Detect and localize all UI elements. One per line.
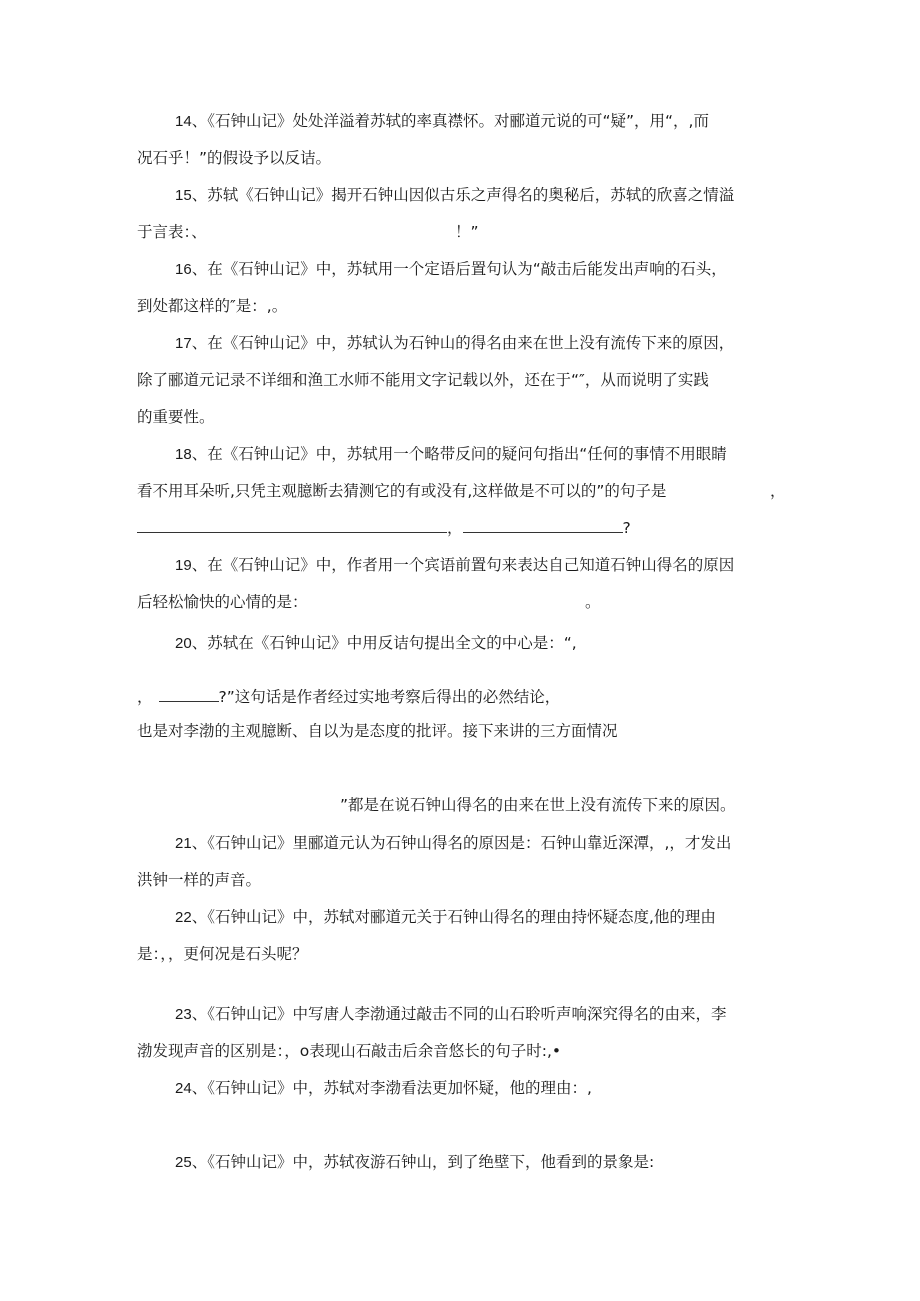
question-19-line-1 — [175, 555, 734, 576]
question-25-line-1 — [175, 1152, 654, 1173]
question-15-line-2a: 于言表：、 — [137, 223, 207, 241]
question-text: 、在《石钟山记》中，作者用一个宾语前置句来表达自己知道石钟山得名的原因 — [191, 556, 735, 574]
question-23-line-1 — [175, 1004, 726, 1025]
question-18-line-1 — [175, 444, 727, 465]
question-19-line-2a: 后轻松愉快的心情的是： — [137, 593, 308, 611]
question-text: 、《石钟山记》中，苏轼对郦道元关于石钟山得名的理由持怀疑态度,他的理由 — [191, 908, 716, 926]
question-20-line-2 — [137, 687, 560, 707]
question-number: 19 — [175, 557, 192, 574]
question-16-line-1 — [175, 259, 727, 280]
question-number: 15 — [175, 187, 192, 204]
question-text: 、《石钟山记》中，苏轼对李渤看法更加怀疑，他的理由：, — [191, 1079, 592, 1097]
question-text: 、在《石钟山记》中，苏轼用一个定语后置句认为“敲击后能发出声响的石头， — [191, 260, 727, 278]
question-17-line-3: 的重要性。 — [137, 408, 215, 426]
question-22-line-2: 是：，，更何况是石头呢？ — [137, 945, 308, 963]
question-20-line-4: ”都是在说石钟山得名的由来在世上没有流传下来的原因。 — [340, 796, 736, 814]
question-16-line-2: 到处都这样的″是：,。 — [137, 297, 288, 315]
question-number: 20 — [175, 635, 192, 652]
question-19-line-2b: 。 — [585, 593, 601, 611]
question-text: 、《石钟山记》中写唐人李渤通过敲击不同的山石聆听声响深究得名的由来，李 — [191, 1005, 727, 1023]
question-15-line-1 — [175, 185, 734, 206]
question-18-line-2b: ， — [770, 482, 786, 500]
question-number: 16 — [175, 261, 192, 278]
question-number: 24 — [175, 1080, 192, 1097]
question-mark: ? — [622, 519, 631, 537]
question-number: 18 — [175, 446, 192, 463]
answer-blank[interactable] — [159, 687, 219, 702]
question-text: ?”这句话是作者经过实地考察后得出的必然结论， — [218, 688, 561, 706]
question-number: 22 — [175, 909, 192, 926]
question-number: 14 — [175, 113, 192, 130]
question-21-line-2: 洪钟一样的声音。 — [137, 871, 262, 889]
question-20-line-3: 也是对李渤的主观臆断、自以为是态度的批评。接下来讲的三方面情况 — [137, 722, 618, 740]
leading-comma: ， — [137, 688, 153, 706]
answer-blank[interactable] — [463, 518, 623, 533]
question-text: 、《石钟山记》处处洋溢着苏轼的率真襟怀。对郦道元说的可“疑”，用“，,而 — [191, 112, 709, 130]
question-number: 25 — [175, 1154, 192, 1171]
question-23-line-2: 渤发现声音的区别是：，o表现山石敲击后余音悠长的句子时:,• — [137, 1042, 562, 1060]
question-18-line-2a: 看不用耳朵听,只凭主观臆断去猜测它的有或没有,这样做是不可以的”的句子是 — [137, 482, 667, 500]
question-14-line-2: 况石乎！”的假设予以反诘。 — [137, 149, 332, 167]
question-number: 21 — [175, 835, 192, 852]
question-number: 17 — [175, 335, 192, 352]
question-15-line-2b: ！” — [455, 223, 479, 241]
question-text: 、苏轼在《石钟山记》中用反诘句提出全文的中心是：“, — [191, 634, 577, 652]
question-text: 、《石钟山记》中，苏轼夜游石钟山，到了绝壁下，他看到的景象是: — [191, 1153, 655, 1171]
answer-blank[interactable] — [137, 518, 447, 533]
question-14-line-1 — [175, 111, 709, 132]
question-24-line-1 — [175, 1078, 592, 1099]
question-22-line-1 — [175, 907, 716, 928]
question-20-line-1 — [175, 633, 577, 654]
question-17-line-1 — [175, 333, 734, 354]
question-18-line-3 — [137, 518, 631, 538]
question-text: 、在《石钟山记》中，苏轼用一个略带反问的疑问句指出“任何的事情不用眼睛 — [191, 445, 727, 463]
separator-comma: ， — [447, 519, 463, 537]
question-17-line-2: 除了郦道元记录不详细和渔工水师不能用文字记载以外，还在于“″，从而说明了实践 — [137, 371, 709, 389]
question-text: 、在《石钟山记》中，苏轼认为石钟山的得名由来在世上没有流传下来的原因， — [191, 334, 735, 352]
question-number: 23 — [175, 1006, 192, 1023]
question-text: 、苏轼《石钟山记》揭开石钟山因似古乐之声得名的奥秘后，苏轼的欣喜之情溢 — [191, 186, 735, 204]
question-text: 、《石钟山记》里郦道元认为石钟山得名的原因是：石钟山靠近深潭，,，才发出 — [191, 834, 732, 852]
question-21-line-1 — [175, 833, 731, 854]
